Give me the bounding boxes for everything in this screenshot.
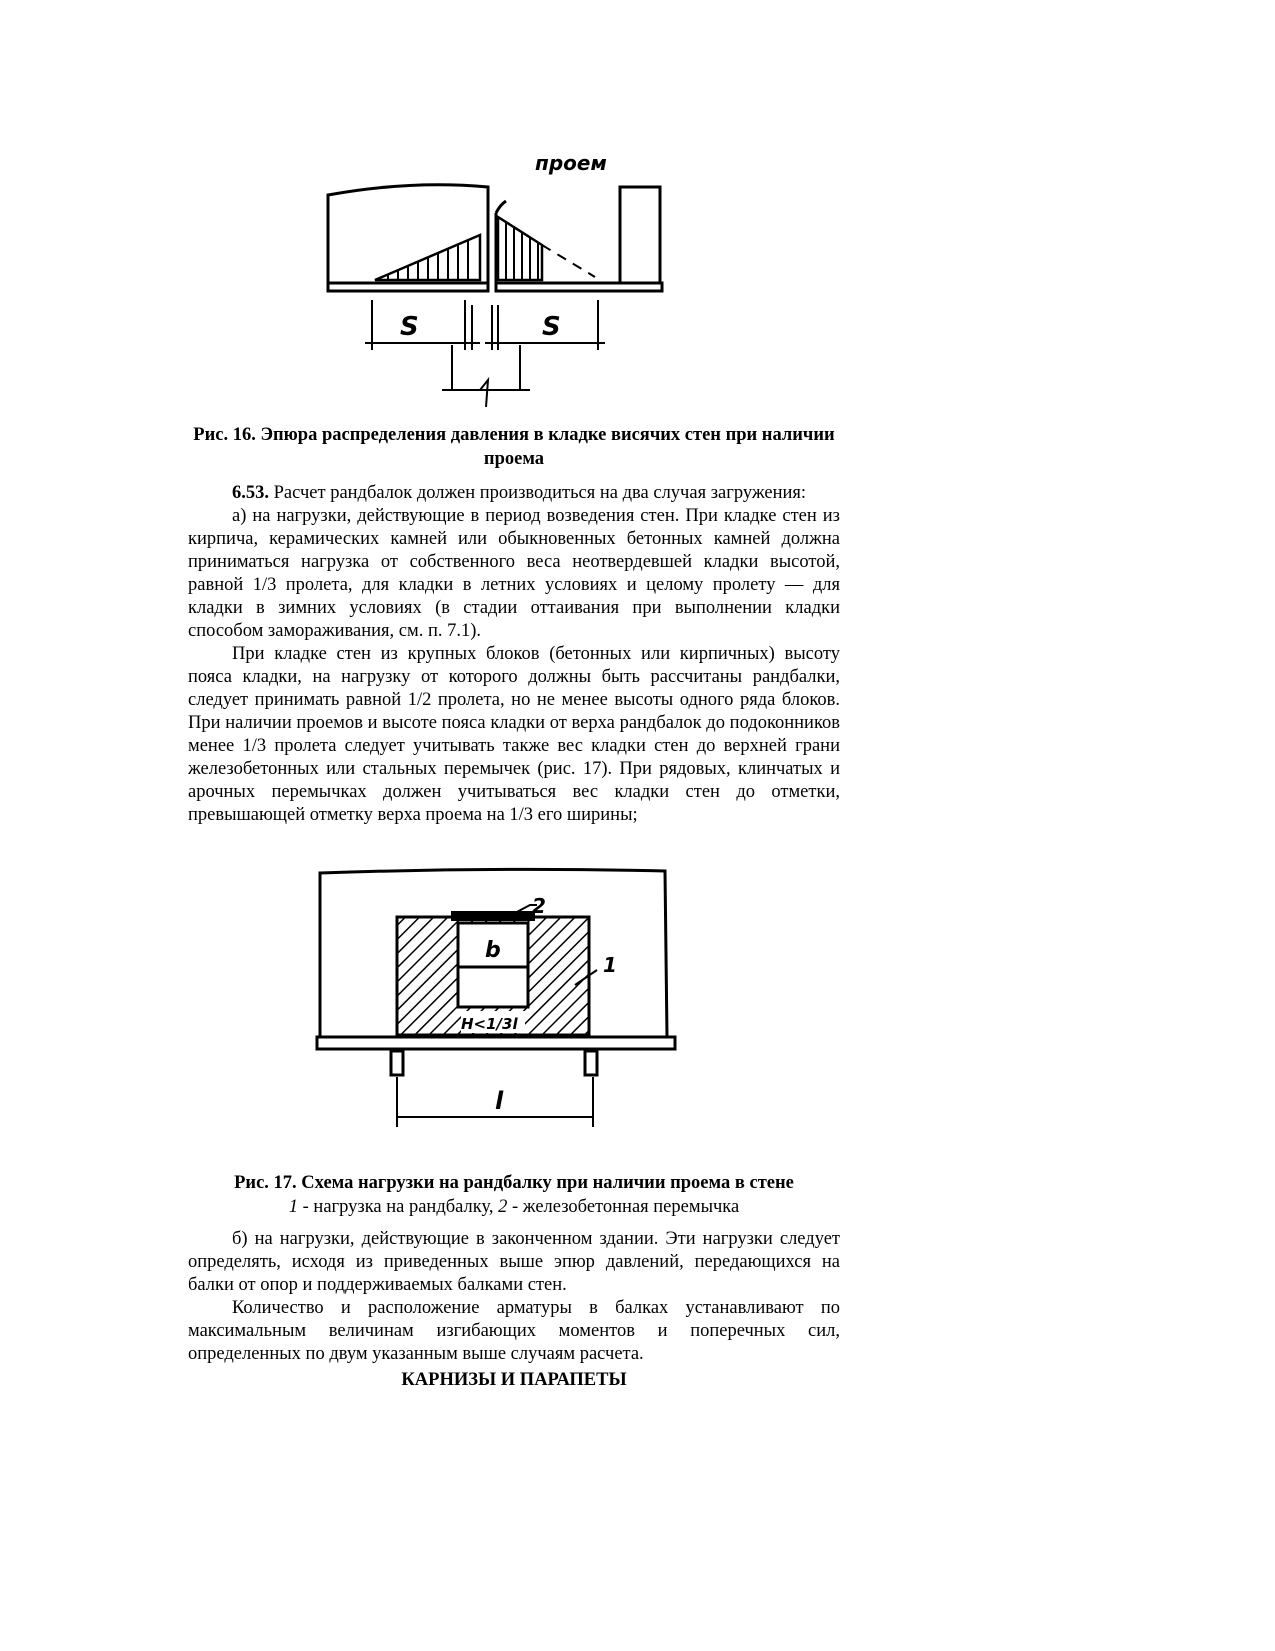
paragraph-text: Расчет рандбалок должен производиться на два случая загружения:	[269, 483, 807, 503]
number-1-label: 1	[603, 953, 617, 977]
section-heading: КАРНИЗЫ И ПАРАПЕТЫ	[401, 1370, 627, 1390]
figure-17	[315, 865, 685, 1140]
paragraph-6-53	[188, 482, 840, 505]
load-scheme-drawing	[315, 865, 685, 1140]
height-condition-label: H<1/3l	[461, 1015, 518, 1033]
number-1-label: 1	[488, 407, 489, 408]
figure-17-caption	[188, 1171, 840, 1219]
figure-16-caption	[188, 423, 840, 471]
figure-16	[320, 145, 690, 425]
legend-number-1: 1	[288, 1197, 299, 1217]
legend-text-1: - нагрузка на рандбалку,	[298, 1197, 499, 1217]
paragraph-a: а) на нагрузки, действующие в период возведения стен. При кладке стен из кирпича, керамических камней или обыкновенных бетонных камней должна приниматься нагрузка от собственного веса неотвердевшей кладки высотой, равной 1/3 пролета, для кладки в летних условиях и целому пролету — для кладки в зимних условиях (в стадии оттаивания при выполнении кладки способом замораживания, см. п. 7.1).	[188, 506, 840, 641]
b-label: b	[485, 938, 501, 963]
span-l-label: l	[495, 1087, 504, 1115]
span-s-left-label: S	[400, 312, 419, 342]
number-2-label: 2	[532, 894, 546, 918]
span-s-right-label: S	[542, 312, 561, 342]
paragraph-reinforcement: Количество и расположение арматуры в балках устанавливают по максимальным величинам изгибающих моментов и поперечных сил, определенных по двум указанным выше случаям расчета.	[188, 1298, 840, 1364]
opening-label: проем	[535, 151, 607, 175]
pressure-diagram-drawing	[320, 145, 690, 425]
text-block-2	[188, 1228, 840, 1366]
clause-number: 6.53.	[232, 483, 269, 503]
figure-17-legend	[188, 1195, 840, 1219]
legend-number-2: 2	[498, 1197, 508, 1217]
legend-text-2: - железобетонная перемычка	[507, 1197, 740, 1217]
figure-16-caption-text: Рис. 16. Эпюра распределения давления в кладке висячих стен при наличии проема	[193, 425, 835, 469]
paragraph-b: б) на нагрузки, действующие в законченном здании. Эти нагрузки следует определять, исходя из приведенных выше эпюр давлений, передающихся на балки от опор и поддерживаемых балками стен.	[188, 1229, 840, 1295]
paragraph-large-blocks: При кладке стен из крупных блоков (бетонных или кирпичных) высоту пояса кладки, на нагрузку от которого должны быть рассчитаны рандбалки, следует принимать равной 1/2 пролета, но не менее высоты одного ряда блоков. При наличии проемов и высоте пояса кладки от верха рандбалок до подоконников менее 1/3 пролета следует учитывать также вес кладки стен до верхней грани железобетонных или стальных перемычек (рис. 17). При рядовых, клинчатых и арочных перемычках должен учитываться вес кладки стен до отметки, превышающей отметку верха проема на 1/3 его ширины;	[188, 644, 840, 825]
text-block-1	[188, 482, 840, 827]
figure-17-caption-text: Рис. 17. Схема нагрузки на рандбалку при наличии проема в стене	[234, 1173, 794, 1193]
